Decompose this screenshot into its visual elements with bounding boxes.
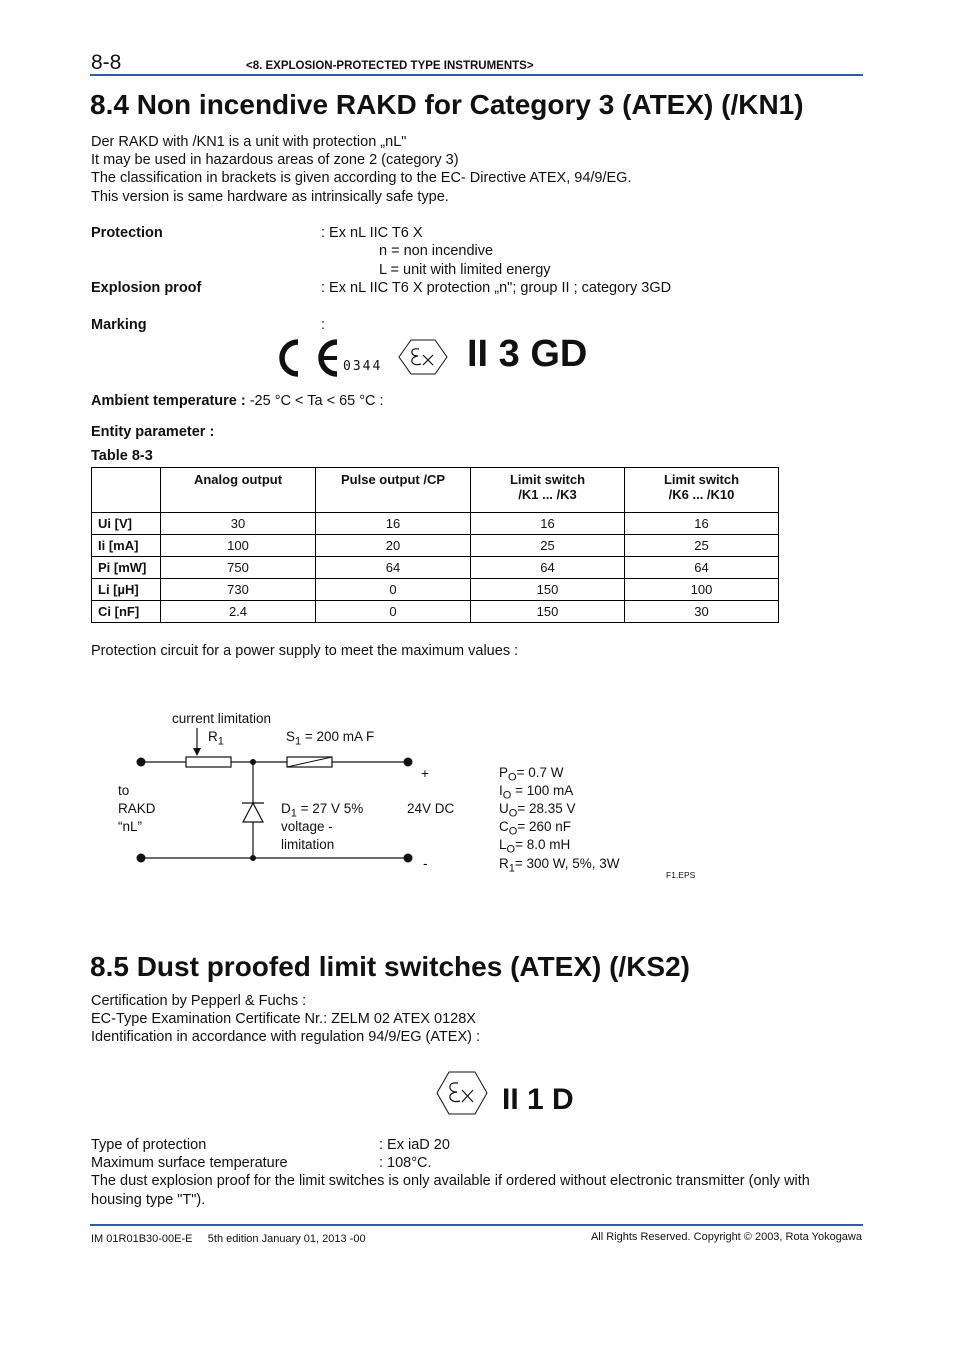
marking-category-1d: II 1 D <box>502 1083 574 1116</box>
table-row-header: Ii [mA] <box>92 535 161 557</box>
footer-copyright: All Rights Reserved. Copyright © 2003, Rota Yokogawa <box>590 1231 862 1243</box>
table-cell: 0 <box>316 579 471 601</box>
running-title: <8. EXPLOSION-PROTECTED TYPE INSTRUMENTS> <box>246 60 534 72</box>
marking-label: Marking <box>91 317 147 333</box>
table-row-header: Pi [mW] <box>92 557 161 579</box>
d1-sub: 1 <box>290 807 297 820</box>
table-cell: 100 <box>161 535 316 557</box>
rakd-label: RAKD <box>118 801 156 816</box>
max-value-co: $C_O= 260$ nF <box>499 819 571 838</box>
marking-category-3gd: II 3 GD <box>467 333 588 375</box>
table-cell: 64 <box>625 557 779 579</box>
terminal-node <box>137 854 146 863</box>
max-value-lo: $L_O= 8.0$ mH <box>499 837 571 856</box>
ambient-label: Ambient temperature : <box>91 393 246 409</box>
dust-note-line-1: The dust explosion proof for the limit switches is only available if ordered without electronic transmitter (only with <box>91 1173 810 1189</box>
table-header-cell: Pulse output /CP <box>316 468 471 513</box>
entity-parameter-label: Entity parameter : <box>91 424 215 440</box>
max-value-io: $I_O = 100$ mA <box>499 783 574 802</box>
max-surface-temp-value: : 108°C. <box>379 1155 432 1171</box>
certification-line: Certification by Pepperl & Fuchs : <box>91 993 307 1009</box>
d1-label <box>281 801 363 820</box>
max-value-po: $P_O= 0.7$ W <box>499 765 564 784</box>
to-label: to <box>118 783 130 798</box>
table-cell: 30 <box>161 513 316 535</box>
max-value-uo: $U_O= 28.35$ V <box>499 801 576 820</box>
s1-value: = 200 mA F <box>301 729 375 744</box>
r1-sub: 1 <box>217 735 224 748</box>
table-row-header: Li [µH] <box>92 579 161 601</box>
figure-file-tag: F1.EPS <box>666 870 696 880</box>
table-header-cell: Limit switch /K6 ... /K10 <box>625 468 779 513</box>
junction-node <box>250 759 256 765</box>
terminal-node <box>404 854 413 863</box>
current-limitation-label: current limitation <box>172 711 272 726</box>
d1-value: = 27 V 5% <box>296 801 364 816</box>
table-cell: 750 <box>161 557 316 579</box>
explosion-proof-value: : Ex nL IIC T6 X protection „n"; group II ; category 3GD <box>321 280 672 296</box>
zener-diode-d1 <box>242 803 264 822</box>
table-cell: 0 <box>316 601 471 623</box>
s1-sub: 1 <box>295 735 302 748</box>
plus-terminal-label: + <box>421 766 429 781</box>
table-cell: 30 <box>625 601 779 623</box>
marking-colon: : <box>321 317 326 333</box>
intro-line-1: Der RAKD with /KN1 is a unit with protection „nL" <box>91 134 407 150</box>
footer-rule <box>90 1224 863 1226</box>
supply-voltage-label: 24V DC <box>407 801 455 816</box>
table-caption: Table 8-3 <box>91 448 153 464</box>
ex-hexagon-icon <box>435 1070 489 1116</box>
r1-label <box>208 729 224 748</box>
table-cell: 25 <box>471 535 625 557</box>
ce-notified-body-number: 0344 <box>343 359 383 374</box>
table-header-cell: Analog output <box>161 468 316 513</box>
d1-symbol: D <box>281 801 291 816</box>
type-of-protection-label: Type of protection <box>91 1137 207 1153</box>
type-of-protection-value: : Ex iaD 20 <box>379 1137 450 1153</box>
r1-symbol: R <box>208 729 218 744</box>
protection-l: L = unit with limited energy <box>379 262 551 278</box>
protection-n: n = non incendive <box>379 243 494 259</box>
table-cell: 730 <box>161 579 316 601</box>
section-8-4-title: 8.4 Non incendive RAKD for Category 3 (ATEX) (/KN1) <box>90 89 804 120</box>
table-row-header: Ci [nF] <box>92 601 161 623</box>
table-cell: 16 <box>316 513 471 535</box>
nl-label: “nL” <box>118 819 143 834</box>
table-cell: 25 <box>625 535 779 557</box>
certificate-number-line: EC-Type Examination Certificate Nr.: ZELM 02 ATEX 0128X <box>91 1011 476 1027</box>
minus-terminal-label: - <box>423 856 428 871</box>
terminal-node <box>404 758 413 767</box>
table-cell: 150 <box>471 601 625 623</box>
intro-line-2: It may be used in hazardous areas of zone 2 (category 3) <box>91 152 459 168</box>
table-cell: 64 <box>316 557 471 579</box>
table-header-cell: Limit switch /K1 ... /K3 <box>471 468 625 513</box>
resistor-r1 <box>186 757 231 767</box>
intro-line-3: The classification in brackets is given according to the EC- Directive ATEX, 94/9/EG. <box>91 170 632 186</box>
voltage-label: voltage - <box>281 819 333 834</box>
terminal-node <box>137 758 146 767</box>
arrow-icon <box>193 748 201 756</box>
dust-note-line-2: housing type "T"). <box>91 1192 206 1208</box>
page-number: 8-8 <box>91 51 122 74</box>
section-8-5-title: 8.5 Dust proofed limit switches (ATEX) (/KS2) <box>90 951 691 982</box>
junction-node <box>250 855 256 861</box>
max-surface-temp-label: Maximum surface temperature <box>91 1155 288 1171</box>
identification-line: Identification in accordance with regulation 94/9/EG (ATEX) : <box>91 1029 481 1045</box>
protection-value: : Ex nL IIC T6 X <box>321 225 423 241</box>
protection-label: Protection <box>91 225 163 241</box>
circuit-intro: Protection circuit for a power supply to meet the maximum values : <box>91 643 519 659</box>
max-value-r1: $R_1= 300$ W, 5%, 3W <box>499 856 620 875</box>
intro-line-4: This version is same hardware as intrinsically safe type. <box>91 189 449 205</box>
table-cell: 16 <box>471 513 625 535</box>
table-cell: 64 <box>471 557 625 579</box>
explosion-proof-label: Explosion proof <box>91 280 202 296</box>
table-row-header: Ui [V] <box>92 513 161 535</box>
table-cell: 2.4 <box>161 601 316 623</box>
table-cell: 100 <box>625 579 779 601</box>
table-cell: 20 <box>316 535 471 557</box>
footer-doc-id: IM 01R01B30-00E-E 5th edition January 01, 2013 -00 <box>91 1233 366 1245</box>
table-cell: 150 <box>471 579 625 601</box>
ambient-value: -25 °C < Ta < 65 °C : <box>245 393 384 409</box>
s1-label <box>286 729 374 748</box>
limitation-label: limitation <box>281 837 335 852</box>
table-cell: 16 <box>625 513 779 535</box>
s1-symbol: S <box>286 729 296 744</box>
